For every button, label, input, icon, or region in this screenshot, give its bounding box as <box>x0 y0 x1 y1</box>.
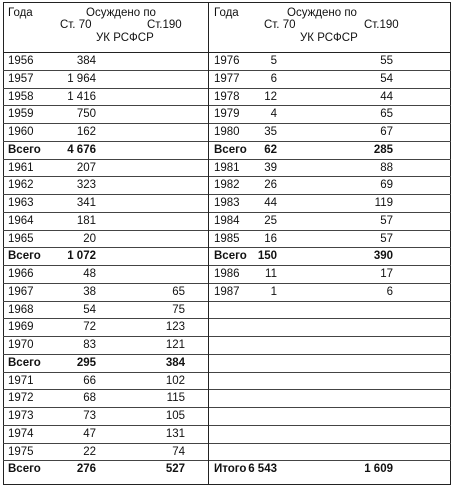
left-year-cell: 1971 <box>8 375 34 387</box>
row-divider <box>209 212 451 213</box>
row-divider <box>209 318 451 319</box>
row-divider <box>3 70 208 71</box>
row-divider <box>209 194 451 195</box>
right-art70-cell: 12 <box>264 91 277 103</box>
left-year-cell: 1973 <box>8 410 34 422</box>
left-year-cell: Всего <box>8 357 41 369</box>
left-year-cell: 1956 <box>8 55 34 67</box>
left-art70-cell: 68 <box>83 392 96 404</box>
left-art70-cell: 48 <box>83 268 96 280</box>
left-art190-cell: 121 <box>165 339 185 351</box>
right-art70-cell: 1 <box>270 286 277 298</box>
right-year-cell: 1977 <box>214 73 240 85</box>
right-year-cell: 1986 <box>214 268 240 280</box>
row-divider <box>3 460 208 461</box>
left-year-cell: 1959 <box>8 108 34 120</box>
row-divider <box>209 460 451 461</box>
left-year-cell: Всего <box>8 250 41 262</box>
left-art70-cell: 38 <box>83 286 96 298</box>
right-art190-cell: 6 <box>386 286 393 298</box>
left-year-cell: 1966 <box>8 268 34 280</box>
row-divider <box>209 389 451 390</box>
row-divider <box>209 372 451 373</box>
left-art70-cell: 207 <box>76 162 96 174</box>
right-art190-cell: 54 <box>380 73 393 85</box>
row-divider <box>3 141 208 142</box>
row-divider <box>3 389 208 390</box>
left-art190-cell: 65 <box>172 286 185 298</box>
left-art70-cell: 47 <box>83 428 96 440</box>
row-divider <box>209 176 451 177</box>
right-art70-cell: 6 543 <box>248 463 277 475</box>
row-divider <box>209 88 451 89</box>
left-art70-cell: 341 <box>76 197 96 209</box>
right-art70-cell: 11 <box>265 268 277 280</box>
right-art70-cell: 150 <box>257 250 277 262</box>
left-art190-cell: 75 <box>172 304 185 316</box>
left-year-cell: 1963 <box>8 197 34 209</box>
row-divider <box>3 247 208 248</box>
right-art190-cell: 55 <box>380 55 393 67</box>
left-art190-cell: 115 <box>166 392 185 404</box>
left-art190-cell: 105 <box>165 410 185 422</box>
left-year-cell: Всего <box>8 144 41 156</box>
right-year-cell: Всего <box>214 144 247 156</box>
right-art70-cell: 26 <box>264 179 277 191</box>
right-year-cell: 1987 <box>214 286 240 298</box>
left-art70-cell: 20 <box>83 233 96 245</box>
row-divider <box>209 159 451 160</box>
row-divider <box>209 336 451 337</box>
left-art190-cell: 123 <box>165 321 185 333</box>
left-year-cell: Всего <box>8 463 41 475</box>
row-divider <box>3 443 208 444</box>
row-divider <box>209 354 451 355</box>
right-art70-cell: 6 <box>270 73 277 85</box>
right-year-cell: 1985 <box>214 233 240 245</box>
right-year-cell: Итого <box>214 463 247 475</box>
row-divider <box>209 105 451 106</box>
left-art70-cell: 4 676 <box>67 144 96 156</box>
left-art190-cell: 527 <box>165 463 185 475</box>
row-divider <box>3 159 208 160</box>
row-divider <box>209 407 451 408</box>
row-divider <box>3 230 208 231</box>
row-divider <box>3 88 208 89</box>
right-art190-cell: 44 <box>380 91 393 103</box>
left-art70-cell: 72 <box>83 321 96 333</box>
row-divider <box>3 212 208 213</box>
right-art70-cell: 25 <box>264 215 277 227</box>
left-art70-cell: 295 <box>76 357 96 369</box>
left-art190-cell: 131 <box>165 428 185 440</box>
left-art70-cell: 1 416 <box>67 91 96 103</box>
row-divider <box>3 176 208 177</box>
right-art190-cell: 67 <box>380 126 393 138</box>
row-divider <box>3 354 208 355</box>
header-art70-left: Ст. 70 <box>60 19 92 31</box>
right-year-cell: 1978 <box>214 91 240 103</box>
row-divider <box>209 230 451 231</box>
left-year-cell: 1968 <box>8 304 34 316</box>
row-divider <box>3 123 208 124</box>
right-art190-cell: 57 <box>380 215 393 227</box>
row-divider <box>3 318 208 319</box>
row-divider <box>3 336 208 337</box>
row-divider <box>209 283 451 284</box>
left-art70-cell: 1 072 <box>67 250 96 262</box>
right-art70-cell: 62 <box>264 144 277 156</box>
row-divider <box>209 301 451 302</box>
right-year-cell: 1979 <box>214 108 240 120</box>
left-year-cell: 1961 <box>8 162 34 174</box>
row-divider <box>209 247 451 248</box>
right-art70-cell: 39 <box>264 162 277 174</box>
right-art70-cell: 4 <box>270 108 277 120</box>
row-divider <box>3 425 208 426</box>
left-art190-cell: 102 <box>165 375 185 387</box>
header-year-right: Года <box>214 7 239 19</box>
right-art70-cell: 5 <box>270 55 277 67</box>
left-year-cell: 1962 <box>8 179 34 191</box>
row-divider <box>3 52 451 53</box>
row-divider <box>3 407 208 408</box>
left-art70-cell: 66 <box>83 375 96 387</box>
left-year-cell: 1967 <box>8 286 34 298</box>
row-divider <box>209 141 451 142</box>
left-year-cell: 1972 <box>8 392 34 404</box>
header-code-right: УК РСФСР <box>300 32 358 44</box>
right-art190-cell: 119 <box>374 197 393 209</box>
row-divider <box>3 372 208 373</box>
left-art190-cell: 74 <box>172 446 185 458</box>
header-art190-right: Ст.190 <box>364 19 399 31</box>
row-divider <box>3 301 208 302</box>
right-year-cell: 1984 <box>214 215 240 227</box>
right-art190-cell: 17 <box>380 268 393 280</box>
right-art70-cell: 44 <box>264 197 277 209</box>
left-art70-cell: 22 <box>83 446 96 458</box>
header-code-left: УК РСФСР <box>96 32 154 44</box>
row-divider <box>209 123 451 124</box>
right-year-cell: 1983 <box>214 197 240 209</box>
right-year-cell: 1981 <box>214 162 240 174</box>
row-divider <box>209 443 451 444</box>
header-art190-left: Ст.190 <box>147 19 182 31</box>
left-art190-cell: 384 <box>165 357 185 369</box>
left-art70-cell: 54 <box>83 304 96 316</box>
right-art190-cell: 1 609 <box>364 463 393 475</box>
left-art70-cell: 1 964 <box>67 73 96 85</box>
right-art190-cell: 88 <box>380 162 393 174</box>
left-year-cell: 1970 <box>8 339 34 351</box>
row-divider <box>3 194 208 195</box>
header-convicted-right: Осуждено по <box>287 7 357 19</box>
right-year-cell: 1980 <box>214 126 240 138</box>
right-year-cell: 1976 <box>214 55 240 67</box>
header-year-left: Года <box>8 7 33 19</box>
left-art70-cell: 276 <box>76 463 96 475</box>
right-art190-cell: 390 <box>373 250 393 262</box>
right-art190-cell: 285 <box>373 144 393 156</box>
right-art190-cell: 57 <box>380 233 393 245</box>
right-art190-cell: 65 <box>380 108 393 120</box>
left-year-cell: 1974 <box>8 428 34 440</box>
left-art70-cell: 323 <box>76 179 96 191</box>
right-art190-cell: 69 <box>380 179 393 191</box>
left-art70-cell: 181 <box>76 215 96 227</box>
row-divider <box>3 265 208 266</box>
row-divider <box>3 283 208 284</box>
row-divider <box>209 265 451 266</box>
left-art70-cell: 384 <box>76 55 96 67</box>
left-art70-cell: 750 <box>76 108 96 120</box>
right-art70-cell: 16 <box>264 233 277 245</box>
left-year-cell: 1960 <box>8 126 34 138</box>
left-art70-cell: 162 <box>76 126 96 138</box>
right-art70-cell: 35 <box>264 126 277 138</box>
left-year-cell: 1958 <box>8 91 34 103</box>
left-year-cell: 1975 <box>8 446 34 458</box>
row-divider <box>209 70 451 71</box>
left-year-cell: 1965 <box>8 233 34 245</box>
column-divider <box>208 2 209 485</box>
left-art70-cell: 73 <box>83 410 96 422</box>
row-divider <box>209 425 451 426</box>
left-year-cell: 1957 <box>8 73 34 85</box>
header-art70-right: Ст. 70 <box>264 19 296 31</box>
left-year-cell: 1969 <box>8 321 34 333</box>
row-divider <box>3 105 208 106</box>
header-convicted-left: Осуждено по <box>86 7 156 19</box>
left-art70-cell: 83 <box>83 339 96 351</box>
right-year-cell: 1982 <box>214 179 240 191</box>
left-year-cell: 1964 <box>8 215 34 227</box>
right-year-cell: Всего <box>214 250 247 262</box>
